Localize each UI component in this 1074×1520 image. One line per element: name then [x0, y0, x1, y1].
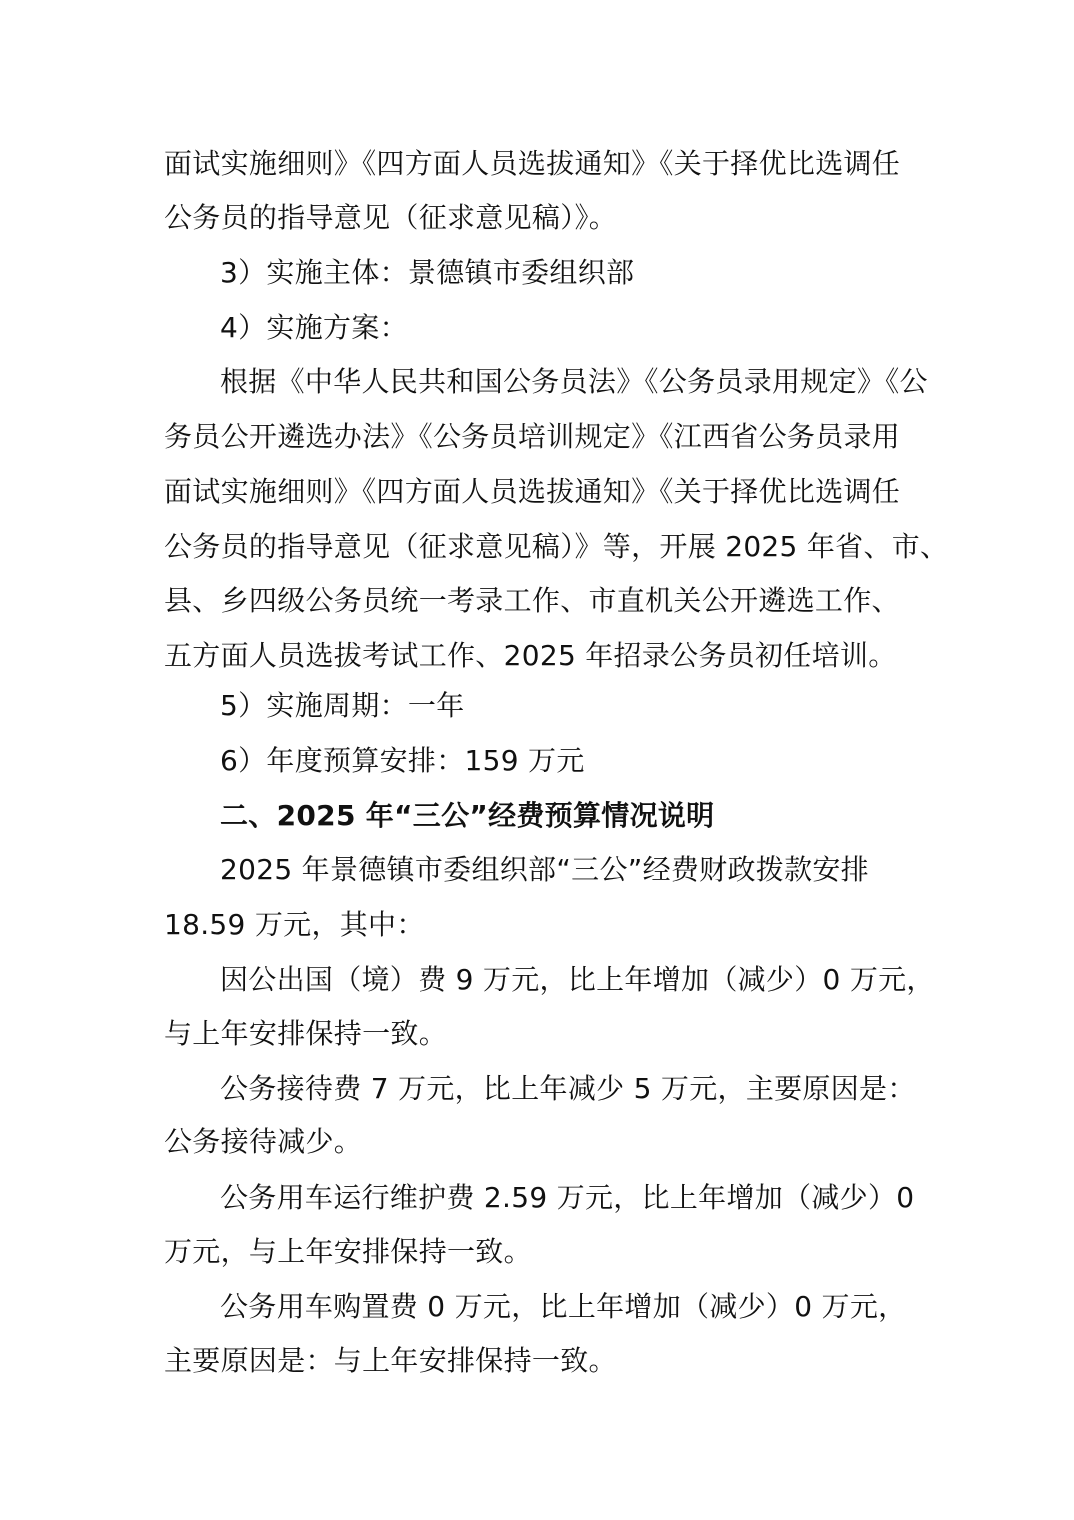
text-line: 公务用车购置费 0 万元，比上年增加（减少）0 万元， — [220, 1290, 907, 1323]
section-heading: 二、2025 年“三公”经费预算情况说明 — [220, 799, 715, 832]
text-line: 五方面人员选拔考试工作、2025 年招录公务员初任培训。 — [164, 639, 897, 672]
text-line: 与上年安排保持一致。 — [164, 1017, 448, 1050]
text-line: 面试实施细则》《四方面人员选拔通知》《关于择优比选调任 — [164, 147, 901, 180]
text-line: 面试实施细则》《四方面人员选拔通知》《关于择优比选调任 — [164, 475, 901, 508]
text-line: 3）实施主体：景德镇市委组织部 — [220, 256, 635, 289]
text-line: 根据《中华人民共和国公务员法》《公务员录用规定》《公 — [220, 365, 928, 398]
text-line: 务员公开遴选办法》《公务员培训规定》《江西省公务员录用 — [164, 420, 901, 453]
text-line: 万元，与上年安排保持一致。 — [164, 1235, 532, 1268]
text-line: 5）实施周期：一年 — [220, 689, 465, 722]
text-line: 18.59 万元，其中： — [164, 908, 425, 941]
text-line: 因公出国（境）费 9 万元，比上年增加（减少）0 万元， — [220, 963, 935, 996]
text-line: 主要原因是：与上年安排保持一致。 — [164, 1344, 617, 1377]
text-line: 公务接待费 7 万元，比上年减少 5 万元，主要原因是： — [220, 1072, 916, 1105]
text-line: 6）年度预算安排：159 万元 — [220, 744, 585, 777]
text-line: 4）实施方案： — [220, 311, 408, 344]
text-line: 公务员的指导意见（征求意见稿）》。 — [164, 201, 618, 234]
text-line: 公务接待减少。 — [164, 1125, 363, 1158]
text-line: 公务员的指导意见（征求意见稿）》等，开展 2025 年省、市、 — [164, 530, 949, 563]
text-line: 县、乡四级公务员统一考录工作、市直机关公开遴选工作、 — [164, 584, 900, 617]
text-line: 公务用车运行维护费 2.59 万元，比上年增加（减少）0 — [220, 1181, 915, 1214]
text-line: 2025 年景德镇市委组织部“三公”经费财政拨款安排 — [220, 853, 869, 886]
